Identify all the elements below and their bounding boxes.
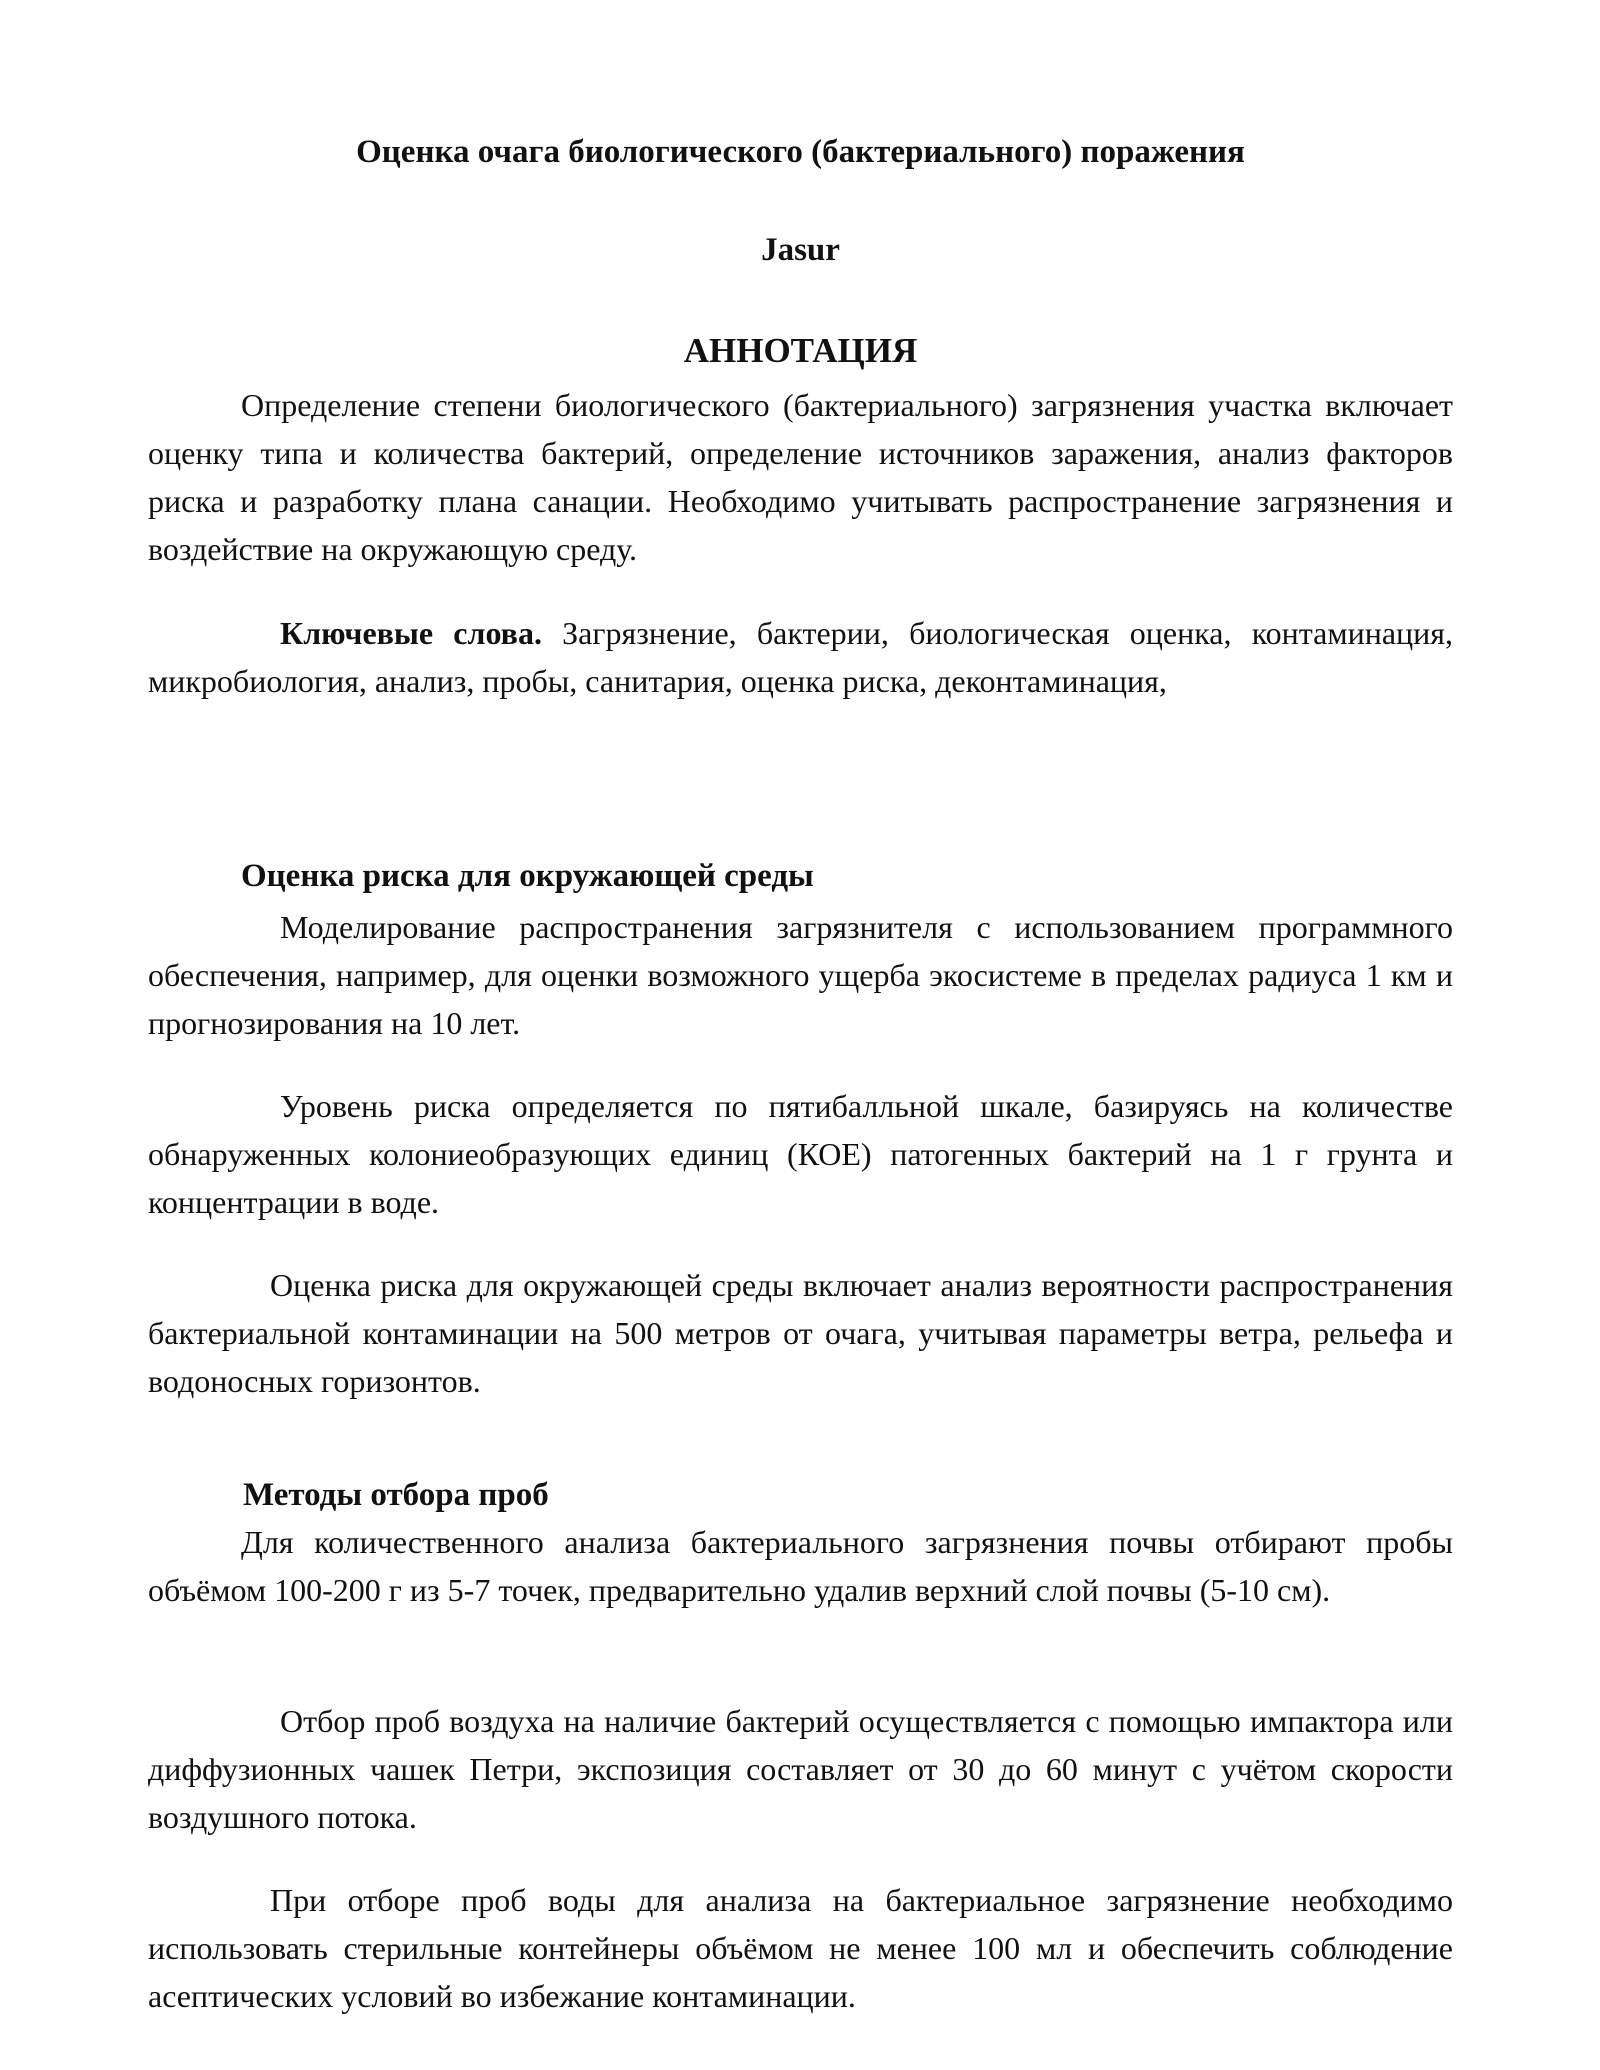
environment-risk-paragraph: Моделирование распространения загрязнителя с использованием программного обеспечения, например, для оценки возможного ущерба экосистеме в пределах радиуса 1 км и прогнозирования на 10 лет. <box>148 909 1453 1041</box>
sampling-methods-paragraph: Для количественного анализа бактериального загрязнения почвы отбирают пробы объёмом 100-200 г из 5-7 точек, предварительно удалив верхний слой почвы (5-10 см). <box>148 1524 1453 1608</box>
keywords-text: Загрязнение, бактерии, биологическая оценка, контаминация, микробиология, анализ, пробы, санитария, оценка риска, деконтаминация, <box>148 615 1454 699</box>
keywords-label: Ключевые слова. <box>280 615 542 651</box>
document-title: Оценка очага биологического (бактериального) поражения <box>356 134 1245 170</box>
sampling-methods-paragraph: При отборе проб воды для анализа на бактериальное загрязнение необходимо использовать стерильные контейнеры объёмом не менее 100 мл и обеспечить соблюдение асептических условий во избежание контаминации. <box>148 1882 1453 2014</box>
environment-risk-paragraph: Уровень риска определяется по пятибалльной шкале, базируясь на количестве обнаруженных колониеобразующих единиц (КОЕ) патогенных бактерий на 1 г грунта и концентрации в воде. <box>148 1088 1453 1220</box>
keywords-paragraph <box>148 609 1453 705</box>
annotation-text: Определение степени биологического (бактериального) загрязнения участка включает оценку типа и количества бактерий, определение источников заражения, анализ факторов риска и разработку плана санации. Необходимо учитывать распространение загрязнения и воздействие на окружающую среду. <box>148 387 1453 567</box>
sampling-methods-paragraph: Отбор проб воздуха на наличие бактерий осуществляется с помощью импактора или диффузионных чашек Петри, экспозиция составляет от 30 до 60 минут с учётом скорости воздушного потока. <box>148 1703 1453 1835</box>
section-heading-environment-risk: Оценка риска для окружающей среды <box>241 858 814 894</box>
environment-risk-paragraph: Оценка риска для окружающей среды включает анализ вероятности распространения бактериальной контаминации на 500 метров от очага, учитывая параметры ветра, рельефа и водоносных горизонтов. <box>148 1267 1453 1399</box>
section-heading-sampling-methods: Методы отбора проб <box>243 1477 549 1513</box>
author-name: Jasur <box>761 232 840 268</box>
annotation-heading: АННОТАЦИЯ <box>683 331 918 370</box>
